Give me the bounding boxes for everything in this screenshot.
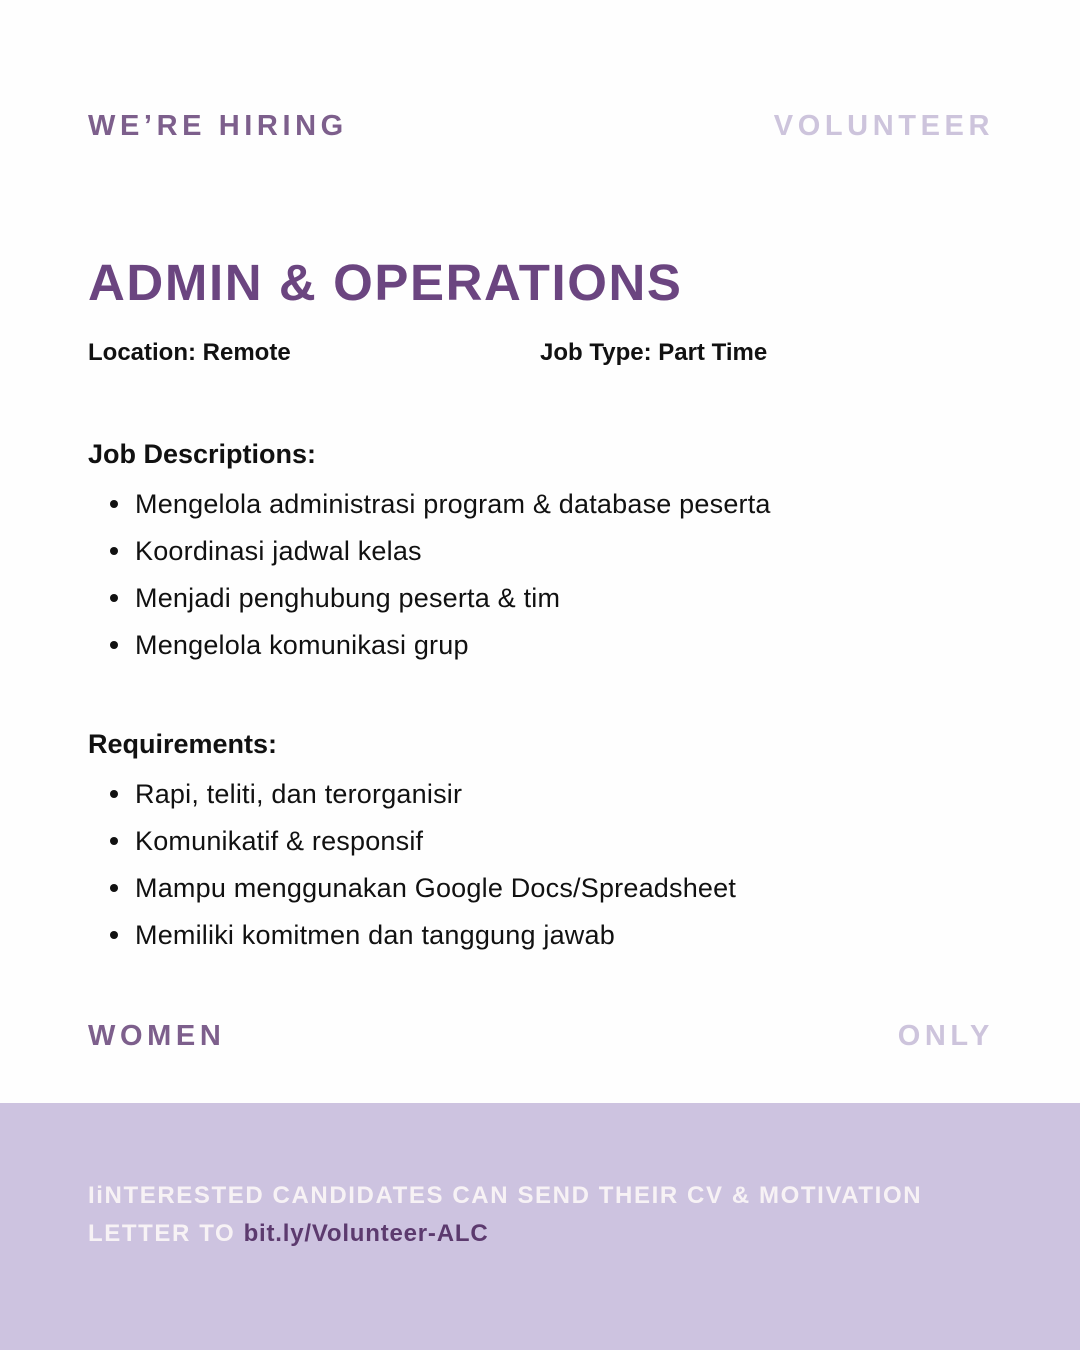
bullet-icon [110,931,118,939]
position-title: ADMIN & OPERATIONS [88,254,683,311]
list-item-text: Rapi, teliti, dan terorganisir [135,778,463,809]
list-item-text: Mengelola komunikasi grup [135,629,469,660]
bullet-icon [110,837,118,845]
list-item-text: Memiliki komitmen dan tanggung jawab [135,919,615,950]
bullet-icon [110,790,118,798]
application-instructions-text: IiNTERESTED CANDIDATES CAN SEND THEIR CV & MOTIVATION LETTER TO [88,1182,923,1247]
women-tag: WOMEN [88,1020,226,1052]
list-item-text: Mampu menggunakan Google Docs/Spreadsheet [135,872,737,903]
list-item [108,574,771,621]
list-item-text: Menjadi penghubung peserta & tim [135,582,561,613]
application-banner [0,1103,1080,1350]
bullet-icon [110,884,118,892]
bullet-icon [110,500,118,508]
list-item [108,864,736,911]
list-item [108,480,771,527]
list-item [108,817,736,864]
list-item [108,527,771,574]
job-descriptions-heading: Job Descriptions: [88,439,317,469]
list-item [108,621,771,668]
list-item [108,770,736,817]
requirements-list [108,770,736,958]
job-type-label: Job Type: Part Time [540,339,768,366]
only-tag: ONLY [897,1020,994,1052]
application-instructions [88,1177,988,1253]
requirements-heading: Requirements: [88,729,278,759]
application-link[interactable]: bit.ly/Volunteer-ALC [243,1220,489,1247]
bullet-icon [110,547,118,555]
list-item [108,911,736,958]
list-item-text: Mengelola administrasi program & database peserta [135,488,771,519]
location-label: Location: Remote [88,339,291,366]
volunteer-tag: VOLUNTEER [773,110,994,142]
list-item-text: Komunikatif & responsif [135,825,424,856]
bullet-icon [110,641,118,649]
bullet-icon [110,594,118,602]
list-item-text: Koordinasi jadwal kelas [135,535,422,566]
job-descriptions-list [108,480,771,668]
were-hiring-tag: WE’RE HIRING [88,110,348,142]
